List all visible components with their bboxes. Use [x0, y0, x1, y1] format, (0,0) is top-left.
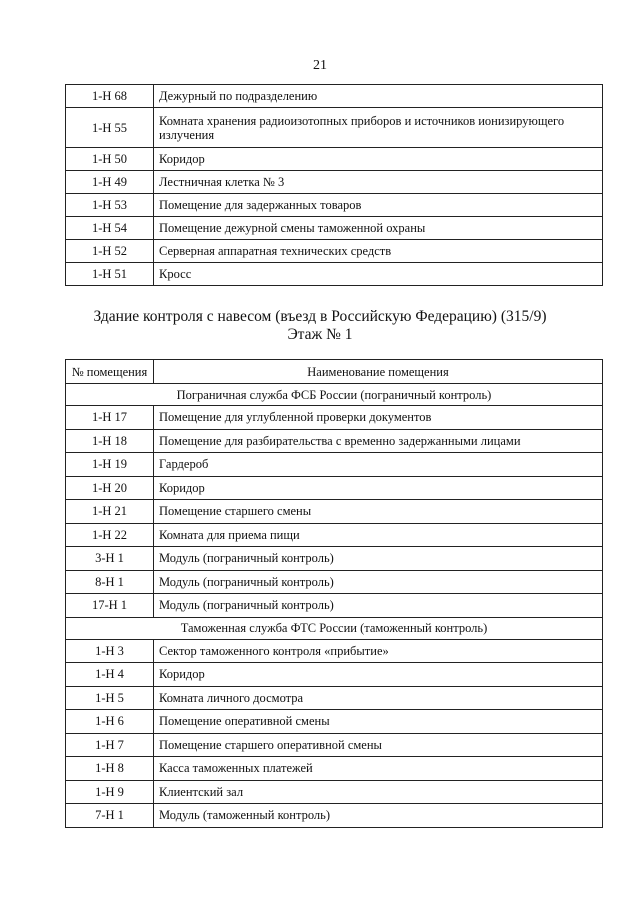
room-number: 1-Н 52	[66, 240, 154, 263]
room-name: Помещение старшего смены	[154, 500, 603, 524]
table-row	[66, 263, 603, 286]
room-number: 1-Н 54	[66, 217, 154, 240]
room-number: 7-Н 1	[66, 804, 154, 828]
room-name: Коридор	[154, 476, 603, 500]
room-name: Помещение оперативной смены	[154, 710, 603, 734]
room-number: 1-Н 53	[66, 194, 154, 217]
room-number: 1-Н 55	[66, 108, 154, 148]
room-name: Помещение для углубленной проверки документов	[154, 406, 603, 430]
room-number: 8-Н 1	[66, 570, 154, 594]
room-name: Помещение для разбирательства с временно задержанными лицами	[154, 429, 603, 453]
room-number: 17-Н 1	[66, 594, 154, 618]
room-name: Помещение дежурной смены таможенной охраны	[154, 217, 603, 240]
room-number: 1-Н 68	[66, 85, 154, 108]
room-name: Лестничная клетка № 3	[154, 171, 603, 194]
room-number: 1-Н 17	[66, 406, 154, 430]
table-row	[66, 663, 603, 687]
table-row	[66, 710, 603, 734]
room-name: Сектор таможенного контроля «прибытие»	[154, 639, 603, 663]
room-name: Модуль (таможенный контроль)	[154, 804, 603, 828]
table-row	[66, 476, 603, 500]
table-row	[66, 148, 603, 171]
table-row	[66, 804, 603, 828]
room-name: Комната хранения радиоизотопных приборов и источников ионизирующего излучения	[154, 108, 603, 148]
room-name: Клиентский зал	[154, 780, 603, 804]
table-row	[66, 453, 603, 477]
room-number: 1-Н 5	[66, 686, 154, 710]
room-name: Комната для приема пищи	[154, 523, 603, 547]
table-row	[66, 85, 603, 108]
room-number: 1-Н 18	[66, 429, 154, 453]
room-name: Гардероб	[154, 453, 603, 477]
room-number: 1-Н 6	[66, 710, 154, 734]
room-name: Касса таможенных платежей	[154, 757, 603, 781]
column-header-number: № помещения	[66, 360, 154, 384]
table-row	[66, 240, 603, 263]
room-name: Серверная аппаратная технических средств	[154, 240, 603, 263]
room-name: Комната личного досмотра	[154, 686, 603, 710]
room-name: Модуль (пограничный контроль)	[154, 570, 603, 594]
room-name: Помещение для задержанных товаров	[154, 194, 603, 217]
table-row	[66, 570, 603, 594]
table-row	[66, 194, 603, 217]
building-title: Здание контроля с навесом (въезд в Российскую Федерацию) (315/9)	[93, 308, 547, 325]
section-title: Таможенная служба ФТС России (таможенный контроль)	[66, 617, 603, 639]
table-header-row	[66, 360, 603, 384]
room-name: Коридор	[154, 148, 603, 171]
table-row	[66, 406, 603, 430]
room-number: 1-Н 4	[66, 663, 154, 687]
table-row	[66, 523, 603, 547]
room-name: Коридор	[154, 663, 603, 687]
room-name: Помещение старшего оперативной смены	[154, 733, 603, 757]
table-row	[66, 429, 603, 453]
room-number: 1-Н 7	[66, 733, 154, 757]
table-row	[66, 171, 603, 194]
column-header-name: Наименование помещения	[154, 360, 603, 384]
room-name: Модуль (пограничный контроль)	[154, 547, 603, 571]
table-row	[66, 217, 603, 240]
table-row	[66, 108, 603, 148]
room-number: 1-Н 22	[66, 523, 154, 547]
section-row	[66, 384, 603, 406]
room-number: 1-Н 3	[66, 639, 154, 663]
floor-title: Этаж № 1	[287, 326, 353, 343]
room-name: Кросс	[154, 263, 603, 286]
table-row	[66, 757, 603, 781]
rooms-table-floor-1	[65, 359, 603, 828]
rooms-table-continued	[65, 84, 603, 286]
room-number: 1-Н 51	[66, 263, 154, 286]
building-heading	[0, 308, 640, 344]
room-name: Модуль (пограничный контроль)	[154, 594, 603, 618]
section-title: Пограничная служба ФСБ России (пограничный контроль)	[66, 384, 603, 406]
table-row	[66, 780, 603, 804]
room-number: 1-Н 9	[66, 780, 154, 804]
room-number: 1-Н 50	[66, 148, 154, 171]
room-number: 1-Н 8	[66, 757, 154, 781]
section-row	[66, 617, 603, 639]
room-number: 1-Н 21	[66, 500, 154, 524]
page-number: 21	[313, 58, 327, 73]
room-number: 3-Н 1	[66, 547, 154, 571]
table-row	[66, 500, 603, 524]
room-number: 1-Н 20	[66, 476, 154, 500]
table-row	[66, 547, 603, 571]
table-row	[66, 639, 603, 663]
room-name: Дежурный по подразделению	[154, 85, 603, 108]
table-row	[66, 594, 603, 618]
table-row	[66, 686, 603, 710]
room-number: 1-Н 49	[66, 171, 154, 194]
table-row	[66, 733, 603, 757]
room-number: 1-Н 19	[66, 453, 154, 477]
